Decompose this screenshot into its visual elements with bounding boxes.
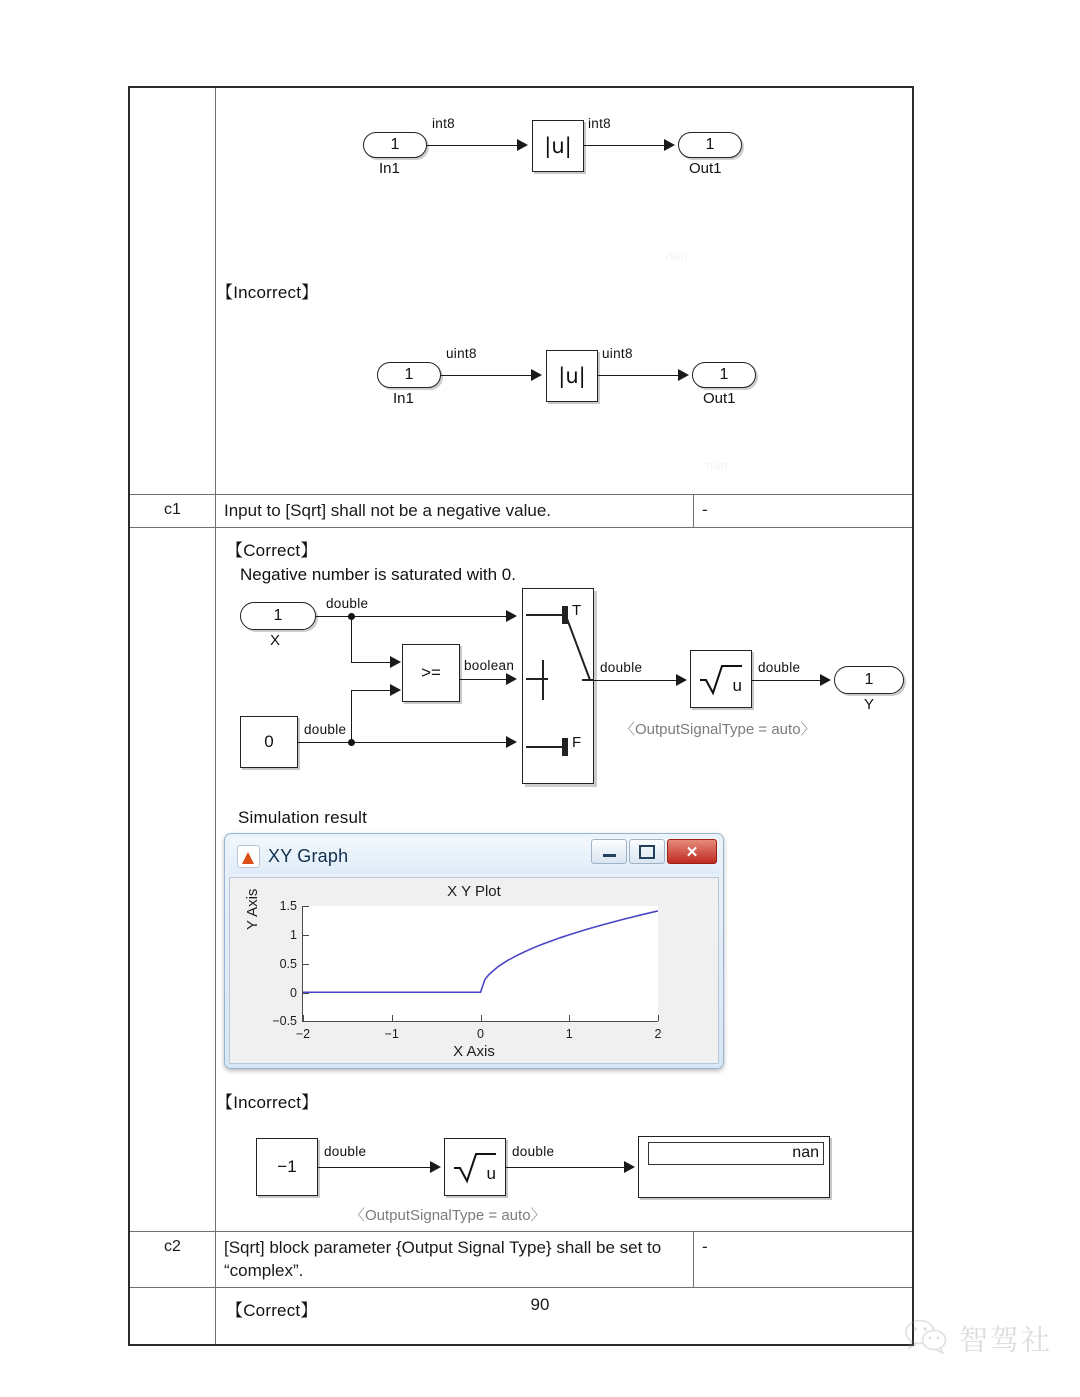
xy-graph-window[interactable] [224,833,724,1069]
wire [351,690,393,691]
maximize-button[interactable] [629,839,665,864]
display-value: nan [792,1144,819,1162]
wire-arrow [678,369,689,381]
wire-arrow [531,369,542,381]
chart-line-series [303,906,658,1021]
abs-block [532,120,584,172]
sqrt-saturated-diagram [222,580,912,795]
wire [441,375,533,376]
signal-label-out: int8 [588,116,611,131]
sqrt-nan-diagram [240,1126,880,1231]
outport-label: Out1 [703,390,736,407]
chart-title: X Y Plot [447,883,501,901]
display-value-field [648,1142,824,1165]
wire [351,616,352,662]
wire [460,679,510,680]
signal-label: boolean [464,658,515,674]
y-tick-label: 0 [290,985,297,1000]
x-tick-label: 1 [565,1027,573,1042]
watermark-text: 智驾社 [958,1323,1052,1357]
table-row [130,88,912,495]
inport-block [240,602,316,630]
row-id-cell [130,528,216,1231]
simulation-result-label: Simulation result [238,808,368,828]
wire-arrow [430,1161,441,1173]
signal-label-in: uint8 [446,346,477,361]
y-tick-label: −0.5 [272,1014,297,1029]
y-tick-label: 0.5 [279,956,297,971]
requirements-table [128,86,914,1346]
x-tick-label: −2 [295,1027,311,1042]
inport-value: 1 [273,607,283,625]
requirement-description: [Sqrt] block parameter {Output Signal Type} shall be set to “complex”. [216,1232,694,1287]
signal-label: double [758,660,801,676]
abs-diagram-uint8 [230,338,830,448]
matlab-icon [237,845,260,868]
wire [298,742,510,743]
outport-block [692,362,756,388]
y-axis-label: Y Axis [244,889,261,931]
relational-operator-label: >= [421,663,441,683]
abs-block-label: |u| [544,134,572,158]
inport-value: 1 [404,366,414,383]
x-axis-label: X Axis [453,1043,495,1061]
inport-block [377,362,441,388]
signal-label-in: int8 [432,116,455,131]
requirement-note: - [702,500,708,519]
inport-label: In1 [379,160,400,177]
incorrect-marker: 【Incorrect】 [216,1093,319,1113]
signal-label: double [326,596,369,612]
x-tick-label: 2 [654,1027,662,1042]
window-controls [589,839,717,864]
wire-arrow [506,736,517,748]
row-id-cell: c1 [130,495,216,527]
abs-diagram-int8 [216,88,816,198]
relational-operator-block [402,644,460,702]
scan-artifact: nan [706,458,728,473]
signal-label: double [324,1144,367,1160]
wire-arrow [624,1161,635,1173]
row-id-cell: c2 [130,1232,216,1287]
outport-value: 1 [864,671,874,689]
x-tick-mark [658,1015,659,1021]
wire [427,145,519,146]
c1-body-cell [216,528,912,1231]
wire [351,690,352,742]
inport-block [363,132,427,158]
outport-label: Out1 [689,160,722,177]
signal-label-out: uint8 [602,346,633,361]
chart-axes [272,899,662,1042]
abs-block [546,350,598,402]
correct-marker: 【Correct】 [226,1301,318,1321]
window-title: XY Graph [268,845,349,866]
sqrt-block [444,1138,506,1196]
y-tick-label: 1 [290,928,297,943]
sqrt-operand-label: u [732,676,742,696]
wire-arrow [820,674,831,686]
correct-marker: 【Correct】 [226,541,318,561]
outport-value: 1 [719,366,729,383]
incorrect-marker: 【Incorrect】 [216,283,319,302]
minimize-button[interactable] [591,839,627,864]
outport-label: Y [864,696,875,714]
example-cell [216,88,912,494]
wire-arrow [664,139,675,151]
row-id-cell [130,88,216,494]
wire-arrow [506,673,517,685]
wire [316,616,510,617]
table-row [130,528,912,1232]
signal-label: double [600,660,643,676]
wire [506,1167,628,1168]
wire [594,680,680,681]
page-number: 90 [530,1295,550,1314]
outport-block [834,666,904,694]
abs-block-label: |u| [558,364,586,388]
inport-value: 1 [390,136,400,153]
display-block [638,1136,830,1198]
requirement-note: - [702,1237,708,1257]
y-tick-label: 1.5 [279,899,297,914]
wire [584,145,666,146]
watermark [904,1318,1052,1359]
outport-block [678,132,742,158]
switch-false-label: F [572,734,582,752]
switch-true-label: T [572,602,582,620]
constant-block [256,1138,318,1196]
sqrt-annotation: 〈OutputSignalType = auto〉 [620,721,816,739]
maximize-icon [639,845,655,859]
y-tick-mark [303,1021,309,1022]
x-tick-label: 0 [477,1027,484,1042]
plot-area [229,877,719,1064]
wire-arrow [390,656,401,668]
signal-label: double [304,722,347,738]
wire-arrow [676,674,687,686]
close-button[interactable]: ✕ [667,839,717,864]
wire-arrow [390,684,401,696]
wire-arrow [517,139,528,151]
wire [752,680,824,681]
x-tick-label: −1 [384,1027,399,1042]
sqrt-annotation: 〈OutputSignalType = auto〉 [350,1207,546,1225]
signal-label: double [512,1144,555,1160]
outport-value: 1 [705,136,715,153]
constant-value: −1 [277,1157,297,1177]
minimize-icon [603,854,616,857]
wire [318,1167,434,1168]
scan-artifact: nan [666,248,688,263]
requirement-description: Input to [Sqrt] shall not be a negative value. [216,495,694,527]
constant-block [240,716,298,768]
wire-arrow [506,610,517,622]
wire [598,375,680,376]
constant-value: 0 [264,732,274,752]
window-title-bar[interactable] [229,838,719,874]
table-row [130,495,912,528]
sqrt-operand-label: u [486,1164,496,1184]
sqrt-block [690,650,752,708]
wire [351,662,393,663]
inport-label: X [270,632,281,650]
switch-lever-icon [522,588,594,784]
correct-subtext: Negative number is saturated with 0. [240,565,516,585]
inport-label: In1 [393,390,414,407]
table-row [130,1232,912,1288]
wechat-icon [904,1318,950,1359]
